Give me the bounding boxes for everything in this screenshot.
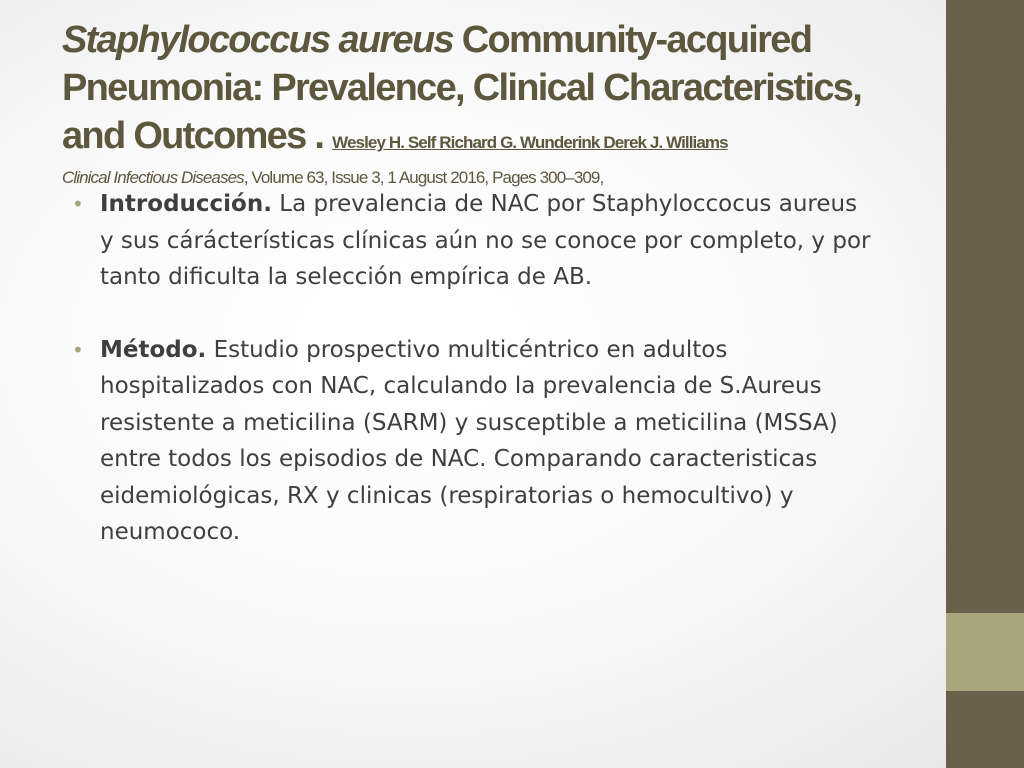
bullet-item <box>72 186 872 296</box>
author-list <box>332 133 728 152</box>
bullet-label: Método. <box>100 336 207 363</box>
bullet-list <box>72 186 872 587</box>
bullet-label: Introducción. <box>100 191 272 217</box>
title-main: Community-acquired Pneumonia: Prevalence, Clinical Characteristics, and Outcomes . <box>62 19 862 157</box>
sidebar-bar <box>946 0 1024 768</box>
bullet-text: Estudio prospectivo multicéntrico en adultos hospitalizados con NAC, calculando la prevalencia de S.Aureus resistente a meticilina (SARM) y susceptible a meticilina (MSSA) entre todos los episodios de NAC. Comparando caracteristicas eidemiológicas, RX y clinicas (respiratorias o hemocultivo) y neumococo. <box>100 336 838 545</box>
journal-name: Clinical Infectious Diseases <box>62 168 244 187</box>
sidebar-accent-block <box>946 613 1024 691</box>
bullet-item <box>72 332 872 551</box>
title-organism: Staphylococcus aureus <box>62 19 453 61</box>
bullet-dot-icon: • <box>72 337 84 362</box>
author-link[interactable]: Derek J. Williams <box>603 133 728 152</box>
journal-details: , Volume 63, Issue 3, 1 August 2016, Pages 300–309, <box>243 168 604 187</box>
slide-title <box>62 16 932 189</box>
author-link[interactable]: Wesley H. Self <box>332 133 436 152</box>
bullet-dot-icon: • <box>72 192 84 216</box>
bullet-text: La prevalencia de NAC por Staphyloccocus aureus y sus cárácterísticas clínicas aún no se conoce por completo, y por tanto dificulta la selección empírica de AB. <box>100 191 871 290</box>
author-link[interactable]: Richard G. Wunderink <box>439 133 600 152</box>
